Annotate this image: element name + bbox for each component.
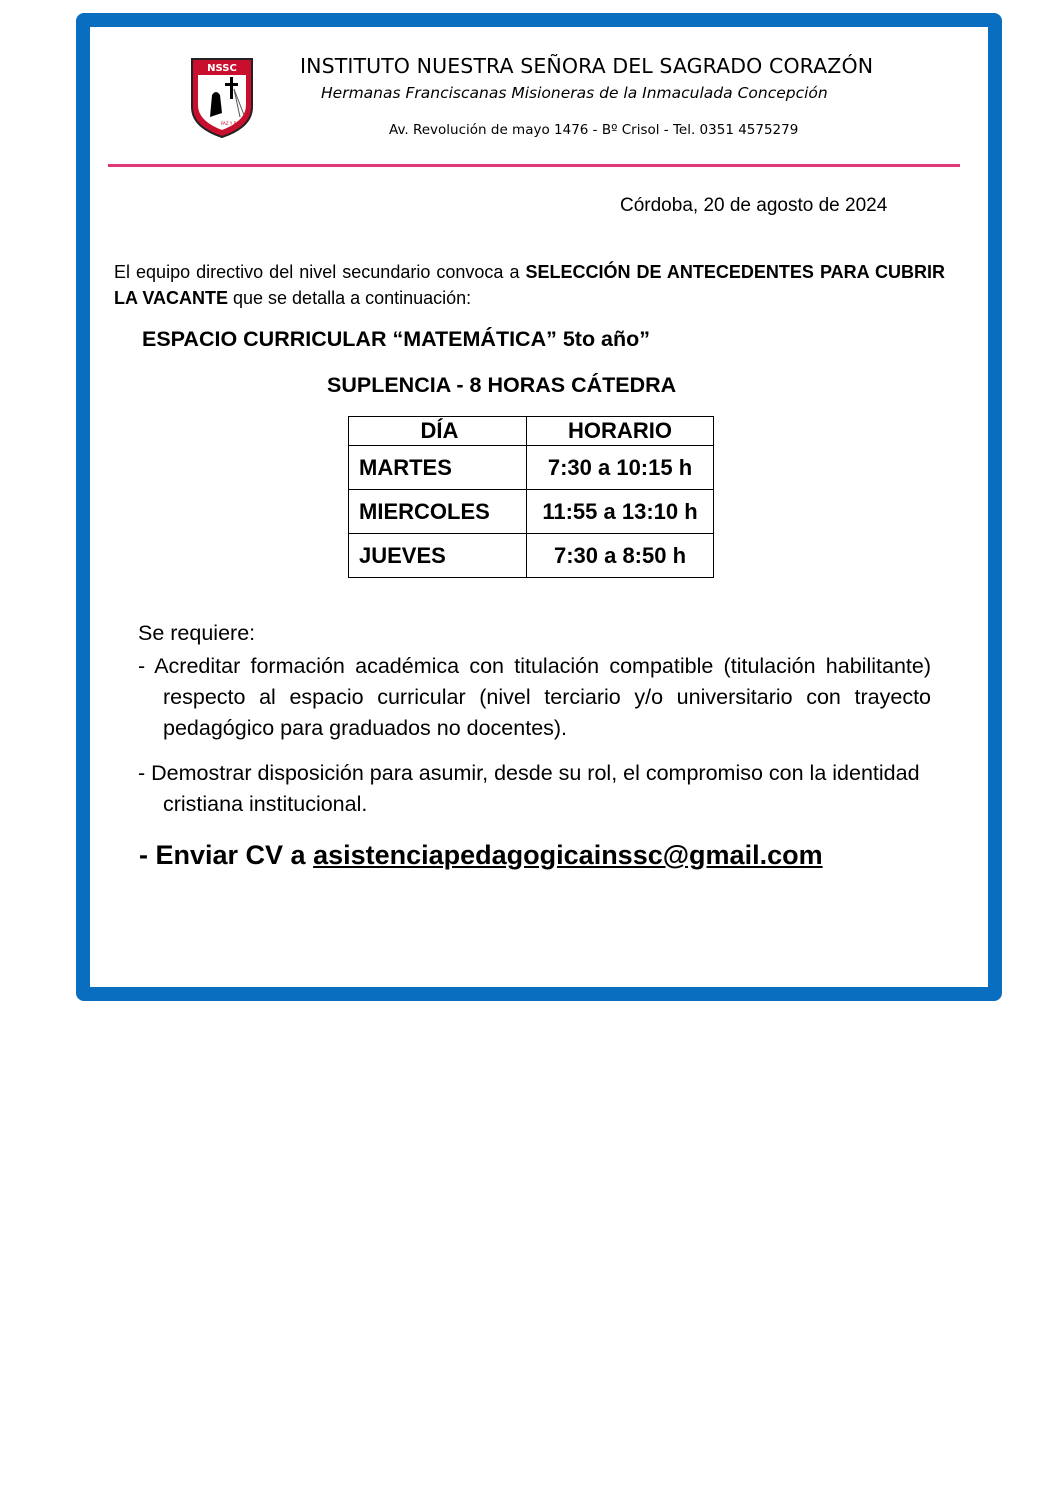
schedule-header-day: DÍA xyxy=(349,417,527,446)
logo-letters: NSSC xyxy=(207,63,237,74)
schedule-header-row xyxy=(349,417,714,446)
schedule-time: 7:30 a 10:15 h xyxy=(527,446,714,490)
substitution-title: SUPLENCIA - 8 HORAS CÁTEDRA xyxy=(327,373,677,397)
requirement-item: - Demostrar disposición para asumir, desde su rol, el compromiso con la identidad cristiana institucional. xyxy=(138,761,920,816)
schedule-day: JUEVES xyxy=(349,534,527,578)
school-crest-logo xyxy=(190,55,254,139)
contact-email-link[interactable]: asistenciapedagogicainssc@gmail.com xyxy=(313,840,823,870)
schedule-day: MARTES xyxy=(349,446,527,490)
table-row xyxy=(349,534,714,578)
schedule-time: 7:30 a 8:50 h xyxy=(527,534,714,578)
institution-address: Av. Revolución de mayo 1476 - Bº Crisol - Tel. 0351 4575279 xyxy=(389,122,799,138)
schedule-header-time: HORARIO xyxy=(527,417,714,446)
logo-motto: PAZ Y BIEN xyxy=(220,121,244,126)
document-date: Córdoba, 20 de agosto de 2024 xyxy=(620,195,888,216)
schedule-day: MIERCOLES xyxy=(349,490,527,534)
intro-text-bold: SELECCIÓN DE ANTECEDENTES PARA CUBRIR LA VACANTE xyxy=(114,262,945,308)
schedule-time: 11:55 a 13:10 h xyxy=(527,490,714,534)
curricular-space-title: ESPACIO CURRICULAR “MATEMÁTICA” 5to año” xyxy=(142,327,651,351)
congregation-name: Hermanas Franciscanas Misioneras de la Inmaculada Concepción xyxy=(321,84,828,102)
schedule-table xyxy=(348,416,714,578)
send-cv-line xyxy=(139,840,823,871)
header-divider xyxy=(108,164,960,167)
requirements-title: Se requiere: xyxy=(138,621,256,645)
institution-name: INSTITUTO NUESTRA SEÑORA DEL SAGRADO CORAZÓN xyxy=(300,54,874,78)
intro-paragraph xyxy=(114,259,945,311)
table-row xyxy=(349,490,714,534)
requirement-item: - Acreditar formación académica con titulación compatible (titulación habilitante) respecto al espacio curricular (nivel terciario y/o universitario con trayecto pedagógico para graduados no docentes). xyxy=(138,654,931,740)
intro-text-before: El equipo directivo del nivel secundario convoca a xyxy=(114,262,526,282)
intro-text-after: que se detalla a continuación: xyxy=(228,288,472,308)
send-cv-prefix: - Enviar CV a xyxy=(139,840,314,870)
table-row xyxy=(349,446,714,490)
